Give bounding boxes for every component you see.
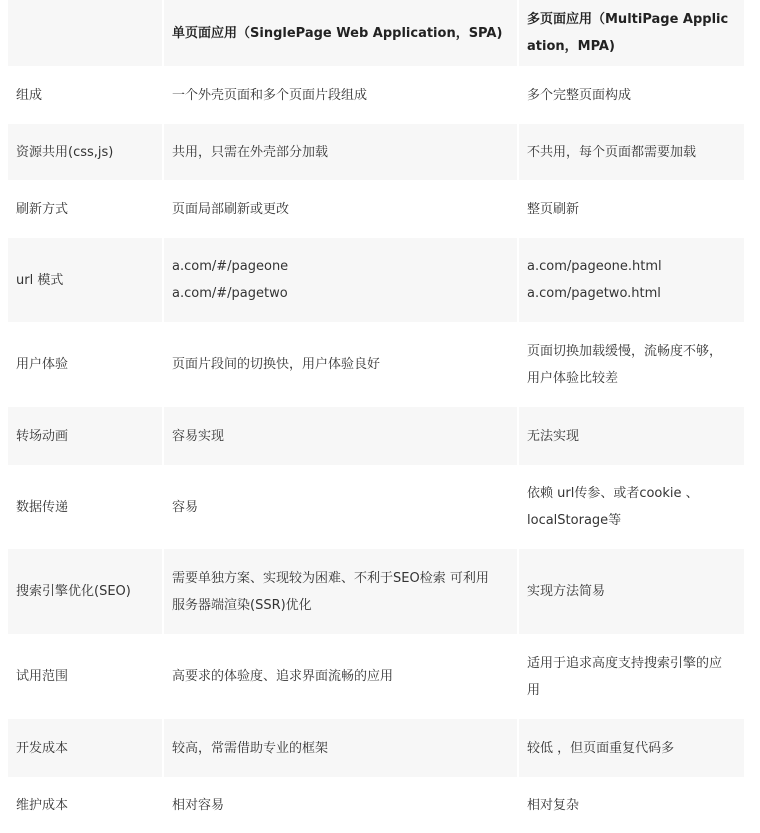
row-label: 刷新方式 <box>8 180 163 238</box>
mpa-cell: 相对复杂 <box>518 777 744 833</box>
header-spa: 单页面应用（SinglePage Web Application，SPA) <box>163 0 518 66</box>
table-row <box>8 124 744 180</box>
spa-cell: 较高，常需借助专业的框架 <box>163 719 518 777</box>
row-label: 用户体验 <box>8 322 163 407</box>
table-row <box>8 777 744 833</box>
mpa-cell: 页面切换加载缓慢，流畅度不够， 用户体验比较差 <box>518 322 744 407</box>
spa-cell: 高要求的体验度、追求界面流畅的应用 <box>163 634 518 719</box>
table-row <box>8 322 744 407</box>
spa-cell: 容易实现 <box>163 407 518 465</box>
mpa-cell: 不共用，每个页面都需要加载 <box>518 124 744 180</box>
row-label: 资源共用(css,js) <box>8 124 163 180</box>
spa-cell: 一个外壳页面和多个页面片段组成 <box>163 66 518 124</box>
table-row <box>8 549 744 634</box>
spa-cell: 需要单独方案、实现较为困难、不利于SEO检索 可利用 服务器端渲染(SSR)优化 <box>163 549 518 634</box>
mpa-cell: 依赖 url传参、或者cookie 、 localStorage等 <box>518 465 744 549</box>
spa-cell: 相对容易 <box>163 777 518 833</box>
spa-cell: 共用，只需在外壳部分加载 <box>163 124 518 180</box>
row-label: 维护成本 <box>8 777 163 833</box>
row-label: url 模式 <box>8 238 163 322</box>
table-row <box>8 465 744 549</box>
mpa-cell: 多个完整页面构成 <box>518 66 744 124</box>
mpa-cell: 适用于追求高度支持搜索引擎的应 用 <box>518 634 744 719</box>
spa-cell: 容易 <box>163 465 518 549</box>
spa-cell: a.com/#/pageone a.com/#/pagetwo <box>163 238 518 322</box>
spa-cell: 页面片段间的切换快，用户体验良好 <box>163 322 518 407</box>
header-mpa: 多页面应用（MultiPage Application，MPA) <box>518 0 744 66</box>
row-label: 搜索引擎优化(SEO) <box>8 549 163 634</box>
table-row <box>8 407 744 465</box>
mpa-cell: 整页刷新 <box>518 180 744 238</box>
spa-cell: 页面局部刷新或更改 <box>163 180 518 238</box>
mpa-cell: a.com/pageone.html a.com/pagetwo.html <box>518 238 744 322</box>
mpa-cell: 实现方法简易 <box>518 549 744 634</box>
table-row <box>8 180 744 238</box>
row-label: 转场动画 <box>8 407 163 465</box>
table-row <box>8 634 744 719</box>
header-empty-cell <box>8 0 163 66</box>
mpa-cell: 较低 ，但页面重复代码多 <box>518 719 744 777</box>
table-row <box>8 66 744 124</box>
table-row <box>8 238 744 322</box>
row-label: 数据传递 <box>8 465 163 549</box>
row-label: 试用范围 <box>8 634 163 719</box>
row-label: 开发成本 <box>8 719 163 777</box>
table-row <box>8 719 744 777</box>
spa-vs-mpa-table <box>8 0 744 833</box>
mpa-cell: 无法实现 <box>518 407 744 465</box>
table-header-row <box>8 0 744 66</box>
row-label: 组成 <box>8 66 163 124</box>
